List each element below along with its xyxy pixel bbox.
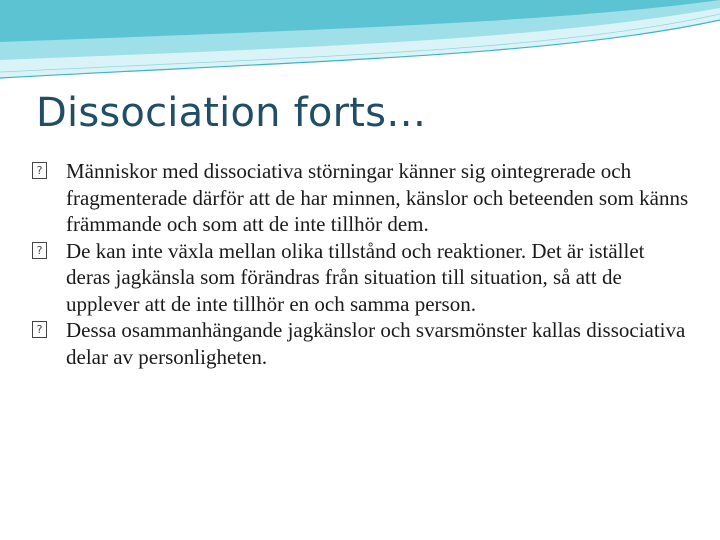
bullet-text: Människor med dissociativa störningar känner sig ointegrerade och fragmenterade därför att de har minnen, känslor och beteenden som känns främmande och som att de inte tillhör dem.: [66, 159, 689, 236]
bullet-item: [32, 238, 692, 318]
bullet-glyph-icon: ?: [32, 321, 47, 338]
slide-title: Dissociation forts…: [36, 90, 427, 136]
bullet-list: [32, 158, 692, 370]
bullet-text: De kan inte växla mellan olika tillstånd och reaktioner. Det är istället deras jagkänsla som förändras från situation till situation, så att de upplever att de inte tillhör en och samma person.: [66, 238, 645, 316]
bullet-item: [32, 158, 692, 238]
bullet-glyph-icon: ?: [32, 242, 47, 259]
bullet-item: [32, 317, 692, 370]
bullet-text: Dessa osammanhängande jagkänslor och svarsmönster kallas dissociativa delar av personligheten.: [66, 318, 686, 369]
header-wave-decoration: [0, 0, 720, 90]
bullet-glyph-icon: ?: [32, 162, 47, 179]
